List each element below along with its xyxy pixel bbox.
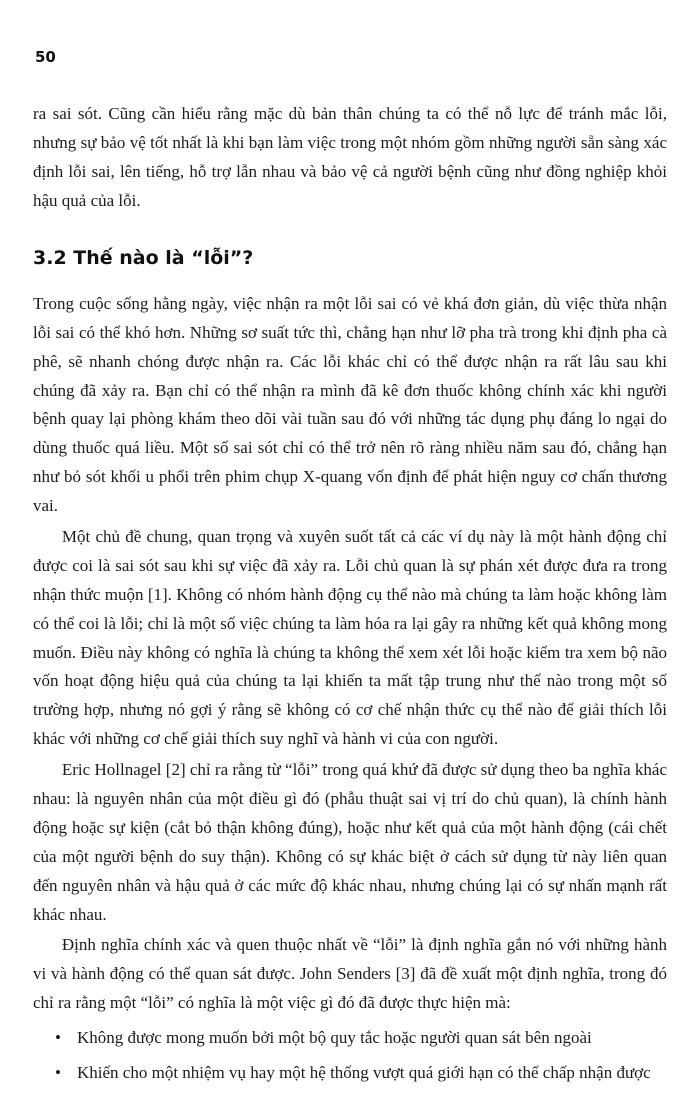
page-number: 50	[35, 48, 56, 66]
section-paragraph-4: Định nghĩa chính xác và quen thuộc nhất về “lỗi” là định nghĩa gắn nó với những hành vi và hành động có thể quan sát được. John Senders [3] đã đề xuất một định nghĩa, trong đó chỉ ra rằng một “lỗi” có nghĩa là một việc gì đó đã được thực hiện mà:	[33, 935, 667, 1013]
section-paragraph-2: Một chủ đề chung, quan trọng và xuyên suốt tất cả các ví dụ này là một hành động chỉ được coi là sai sót sau khi sự việc đã xảy ra. Lỗi chủ quan là sự phán xét được đưa ra trong nhận thức muộn [1]. Không có nhóm hành động cụ thể nào mà chúng ta làm hoặc không làm có thể coi là lỗi; chỉ là một số việc chúng ta làm hóa ra lại gây ra những kết quả không mong muốn. Điều này không có nghĩa là chúng ta không thể xem xét lỗi hoặc kiểm tra xem bộ não vốn hoạt động hiệu quả của chúng ta lại khiến ta mất tập trung như thế nào trong một số trường hợp, nhưng nó gợi ý rằng sẽ không có cơ chế nhận thức cụ thể nào để giải thích lỗi khác với những cơ chế giải thích suy nghĩ và hành vi của con người.	[33, 526, 667, 749]
intro-paragraph: ra sai sót. Cũng cần hiểu rằng mặc dù bản thân chúng ta có thể nỗ lực để tránh mắc lỗi, nhưng sự bảo vệ tốt nhất là khi bạn làm việc trong một nhóm gồm những người sẵn sàng xác định lỗi sai, lên tiếng, hỗ trợ lẫn nhau và bảo vệ cả người bệnh cũng như đồng nghiệp khỏi hậu quả của lỗi.	[33, 104, 667, 210]
page-body	[33, 100, 667, 1088]
bullet-item: • Không được mong muốn bởi một bộ quy tắc hoặc người quan sát bên ngoài	[77, 1024, 667, 1053]
section-paragraph-3: Eric Hollnagel [2] chỉ ra rằng từ “lỗi” trong quá khứ đã được sử dụng theo ba nghĩa khác nhau: là nguyên nhân của một điều gì đó (phẫu thuật sai vị trí do chủ quan), là chính hành động hoặc sự kiện (cắt bỏ thận không đúng), hoặc như kết quả của một hành động (cái chết của một người bệnh do suy thận). Không có sự khác biệt ở cách sử dụng từ này liên quan đến nguyên nhân và hậu quả ở các mức độ khác nhau, nhưng chúng lại có sự nhấn mạnh rất khác nhau.	[33, 760, 667, 924]
bullet-item: • Khiến cho một nhiệm vụ hay một hệ thống vượt quá giới hạn có thể chấp nhận được	[77, 1059, 667, 1088]
section-heading: 3.2 Thế nào là “lỗi”?	[33, 246, 254, 269]
bullet-list	[33, 1024, 667, 1088]
section-paragraph-1: Trong cuộc sống hằng ngày, việc nhận ra một lỗi sai có vẻ khá đơn giản, dù việc thừa nhận lỗi sai có thể khó hơn. Những sơ suất tức thì, chẳng hạn như lỡ pha trà trong khi định pha cà phê, sẽ nhanh chóng được nhận ra. Các lỗi khác chỉ có thể được nhận ra rất lâu sau khi chúng đã xảy ra. Bạn chỉ có thể nhận ra mình đã kê đơn thuốc không chính xác khi người bệnh quay lại phòng khám theo dõi vài tuần sau đó với những tác dụng phụ đáng lo ngại do dùng thuốc quá liều. Một số sai sót chỉ có thể trở nên rõ ràng nhiều năm sau đó, chẳng hạn như bỏ sót khối u phổi trên phim chụp X-quang vốn định để phát hiện nguy cơ chấn thương vai.	[33, 293, 667, 516]
